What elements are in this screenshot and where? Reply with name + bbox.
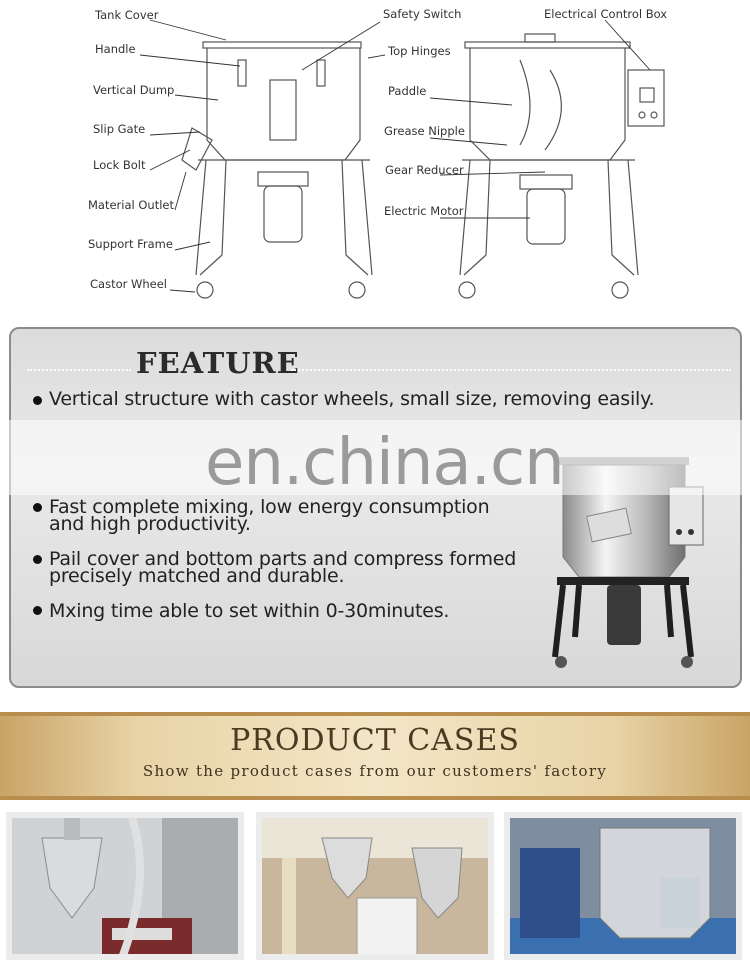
- bullet-icon: [33, 606, 42, 615]
- label-electrical-control-box: Electrical Control Box: [544, 7, 668, 21]
- label-handle: Handle: [95, 42, 136, 56]
- label-safety-switch: Safety Switch: [383, 7, 462, 21]
- feature-item-1: Vertical structure with castor wheels, small size, removing easily.: [33, 391, 733, 408]
- label-vertical-dump: Vertical Dump: [93, 83, 175, 97]
- title-divider-left: [27, 369, 131, 371]
- feature-panel: [9, 327, 742, 688]
- label-material-outlet: Material Outlet: [88, 198, 175, 212]
- banner-top-edge: [0, 712, 750, 716]
- banner-bottom-edge: [0, 796, 750, 800]
- feature-title: FEATURE: [136, 346, 300, 380]
- label-slip-gate: Slip Gate: [93, 122, 146, 136]
- label-gear-reducer: Gear Reducer: [385, 163, 464, 177]
- factory-photo-3: [510, 818, 736, 958]
- label-electric-motor: Electric Motor: [384, 204, 464, 218]
- feature-item-3: Pail cover and bottom parts and compress formed precisely matched and durable.: [33, 551, 523, 585]
- label-support-frame: Support Frame: [88, 237, 173, 251]
- case-photo-1: [6, 812, 244, 960]
- product-cases-subtitle: Show the product cases from our customers' factory: [142, 762, 608, 780]
- product-cases-title: PRODUCT CASES: [230, 723, 520, 758]
- parts-diagram: [0, 0, 750, 320]
- feature-item-2: Fast complete mixing, low energy consumption and high productivity.: [33, 499, 503, 533]
- label-paddle: Paddle: [388, 84, 427, 98]
- label-tank-cover: Tank Cover: [95, 8, 159, 22]
- bullet-icon: [33, 555, 42, 564]
- watermark-text: en.china.cn: [205, 426, 564, 500]
- feature-item-4: Mxing time able to set within 0-30minutes.: [33, 603, 523, 620]
- case-photo-3: [504, 812, 742, 960]
- factory-photo-1: [12, 818, 238, 958]
- label-top-hinges: Top Hinges: [388, 44, 451, 58]
- title-divider-right: [291, 369, 731, 371]
- label-grease-nipple: Grease Nipple: [384, 124, 465, 138]
- bullet-icon: [33, 396, 42, 405]
- case-photo-2: [256, 812, 494, 960]
- label-lock-bolt: Lock Bolt: [93, 158, 146, 172]
- label-castor-wheel: Castor Wheel: [90, 277, 168, 291]
- bullet-icon: [33, 503, 42, 512]
- factory-photo-2: [262, 818, 488, 958]
